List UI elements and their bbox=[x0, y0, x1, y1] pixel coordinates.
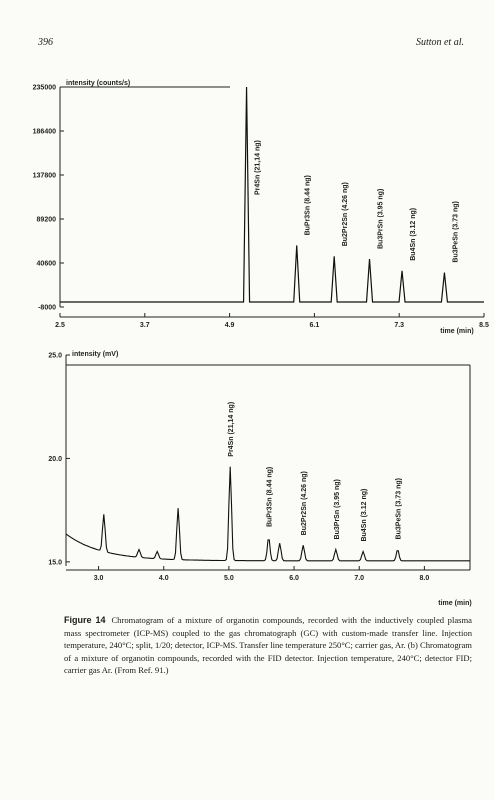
y-tick-label: 89200 bbox=[36, 216, 56, 224]
x-tick-label: 8.0 bbox=[419, 575, 430, 582]
running-head: Sutton et al. bbox=[415, 37, 464, 48]
page-number: 396 bbox=[38, 37, 53, 48]
y-axis-label: intensity (counts/s) bbox=[66, 80, 131, 87]
y-tick-label: -8000 bbox=[38, 304, 56, 312]
x-tick-label: 4.0 bbox=[158, 575, 169, 582]
x-tick-label: 6.1 bbox=[309, 322, 320, 329]
x-axis-label: time (min) bbox=[440, 328, 474, 335]
y-axis-label: intensity (mV) bbox=[72, 351, 119, 358]
peak-label: Bu4Sn (3.12 ng) bbox=[361, 488, 369, 542]
peak-label: BuPr3Sn (8.44 ng) bbox=[266, 466, 274, 528]
x-tick-label: 4.9 bbox=[224, 322, 235, 329]
y-tick-label: 235000 bbox=[32, 84, 56, 92]
peak-label: Bu3PrSn (3.95 ng) bbox=[377, 188, 385, 250]
x-tick-label: 8.5 bbox=[479, 322, 489, 329]
caption-label: Figure 14 bbox=[64, 615, 106, 625]
x-tick-label: 5.0 bbox=[224, 575, 234, 582]
peak-label: Bu3PeSn (3.73 ng) bbox=[395, 477, 403, 540]
chromatogram-trace bbox=[60, 87, 484, 302]
x-axis-label: time (min) bbox=[438, 600, 472, 607]
x-tick-label: 3.7 bbox=[139, 322, 150, 329]
x-tick-label: 3.0 bbox=[93, 575, 104, 582]
y-tick-label: 137800 bbox=[32, 172, 56, 180]
x-tick-label: 7.3 bbox=[394, 322, 405, 329]
y-tick-label: 25.0 bbox=[48, 352, 62, 360]
peak-label: Bu2Pr2Sn (4.26 ng) bbox=[301, 471, 309, 536]
x-tick-label: 6.0 bbox=[289, 575, 299, 582]
peak-label: Bu2Pr2Sn (4.26 ng) bbox=[342, 182, 350, 247]
x-tick-label: 7.0 bbox=[354, 575, 365, 582]
y-tick-label: 40600 bbox=[36, 260, 56, 268]
caption-text: Chromatogram of a mixture of organotin compounds, recorded with the inductively coupled plasma mass spectrometer (ICP-MS) coupled to the gas chromatograph (GC) with custom-made transfer line. Injection temperature, 240°C; split, 1/20; detector, ICP-MS. Transfer line temperature 250°C; carrier gas, Ar. (b) Chromatogram of a mixture of organotin compounds, recorded with the FID detector. Injection temperature, 240°C; detector FID; carrier gas Ar. (From Ref. 91.) bbox=[64, 615, 472, 676]
y-tick-label: 186400 bbox=[32, 128, 56, 136]
figure-caption bbox=[64, 614, 472, 677]
peak-label: Bu4Sn (3.12 ng) bbox=[410, 207, 418, 261]
peak-label: Bu3PeSn (3.73 ng) bbox=[452, 201, 460, 263]
peak-label: Bu3PrSn (3.95 ng) bbox=[333, 479, 341, 540]
peak-label: Pr4Sn (21,14 ng) bbox=[254, 140, 262, 195]
peak-label: BuPr3Sn (8.44 ng) bbox=[304, 175, 312, 236]
peak-label: Pr4Sn (21,14 ng) bbox=[228, 401, 236, 457]
y-tick-label: 15.0 bbox=[48, 559, 62, 567]
x-tick-label: 2.5 bbox=[55, 322, 65, 329]
y-tick-label: 20.0 bbox=[48, 455, 62, 463]
